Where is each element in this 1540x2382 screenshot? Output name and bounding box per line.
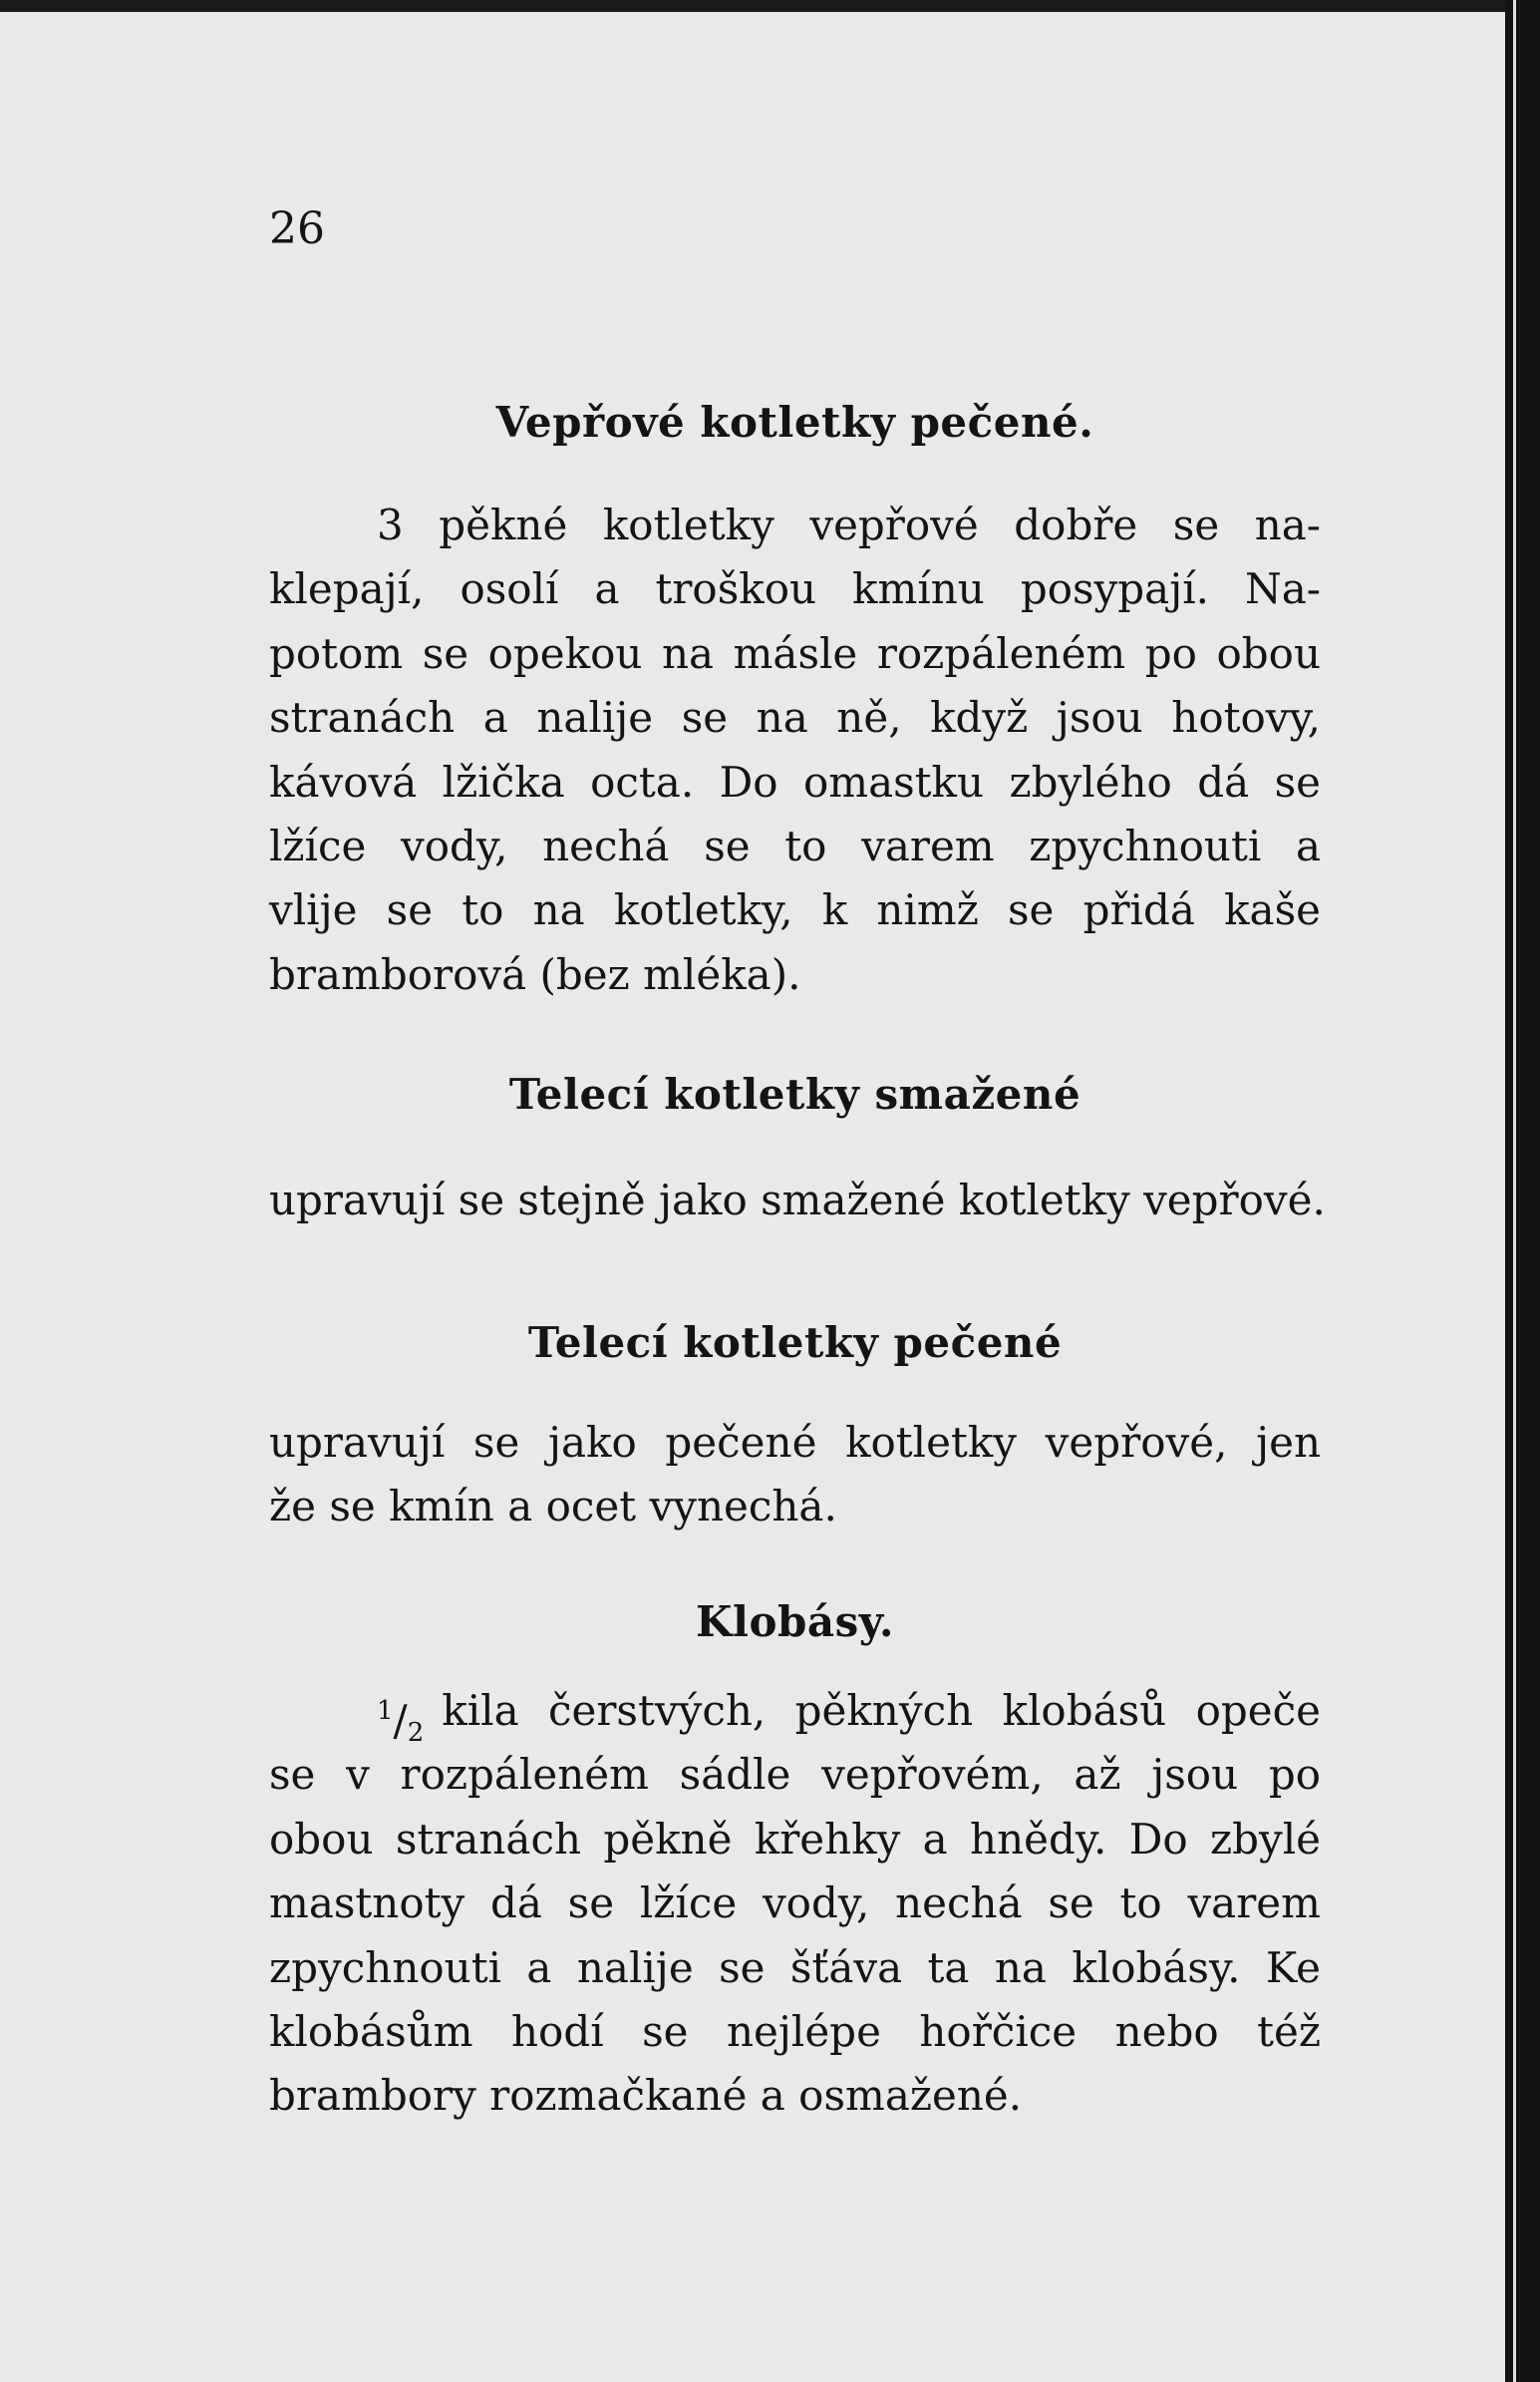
text-line: stranách a nalije se na ně, když jsou hotovy, — [269, 693, 1321, 743]
fraction-denominator: 2 — [407, 1718, 425, 1748]
text-line: klobásům hodí se nejlépe hořčice nebo též — [269, 2006, 1321, 2056]
text-line: upravují se jako pečené kotletky vepřové, jen — [269, 1418, 1321, 1467]
section-heading-klobasy: Klobásy. — [696, 1597, 894, 1646]
text-line: potom se opekou na másle rozpáleném po obou — [269, 628, 1321, 678]
page-top-edge — [0, 0, 1515, 12]
text-line: upravují se stejně jako smažené kotletky vepřové. — [269, 1176, 1326, 1224]
book-spine-shadow — [1505, 0, 1540, 2382]
text-line: mastnoty dá se lžíce vody, nechá se to varem — [269, 1878, 1321, 1928]
text-line: zpychnouti a nalije se šťáva ta na klobásy. Ke — [269, 1942, 1321, 1992]
text-line: bramborová (bez mléka). — [269, 949, 801, 999]
fraction-slash: / — [393, 1696, 408, 1745]
text-line-with-fraction — [269, 1679, 1321, 1748]
page-number: 26 — [269, 203, 325, 254]
section-heading-veprove-kotletky-pecene: Vepřové kotletky pečené. — [495, 398, 1094, 447]
fraction-half — [269, 1679, 425, 1748]
section-heading-teleci-kotletky-pecene: Telecí kotletky pečené — [527, 1318, 1063, 1367]
text-line: vlije se to na kotletky, k nimž se přidá kaše — [269, 885, 1321, 935]
text-line: kávová lžička octa. Do omastku zbylého dá se — [269, 757, 1321, 807]
text-line: kila čerstvých, pěkných klobásů opeče — [442, 1686, 1321, 1735]
text-line: obou stranách pěkně křehky a hnědy. Do zbylé — [269, 1814, 1321, 1864]
text-line: že se kmín a ocet vynechá. — [269, 1482, 837, 1531]
book-spine-edge — [1513, 0, 1516, 2382]
section-body-teleci-kotletky-smazene — [269, 1169, 1326, 1232]
section-body-klobasy — [269, 1679, 1321, 2129]
text-line: klepají, osolí a troškou kmínu posypají. Na- — [269, 564, 1321, 614]
section-body-teleci-kotletky-pecene — [269, 1411, 1321, 1539]
fraction-numerator: 1 — [377, 1696, 394, 1726]
section-heading-teleci-kotletky-smazene: Telecí kotletky smažené — [508, 1070, 1081, 1119]
text-line: brambory rozmačkané a osmažené. — [269, 2071, 1023, 2121]
text-line: lžíce vody, nechá se to varem zpychnouti a — [269, 821, 1321, 870]
section-body-veprove-kotletky-pecene — [269, 494, 1321, 1007]
text-line: se v rozpáleném sádle vepřovém, až jsou po — [269, 1750, 1321, 1800]
text-line: 3 pěkné kotletky vepřové dobře se na- — [377, 501, 1321, 549]
